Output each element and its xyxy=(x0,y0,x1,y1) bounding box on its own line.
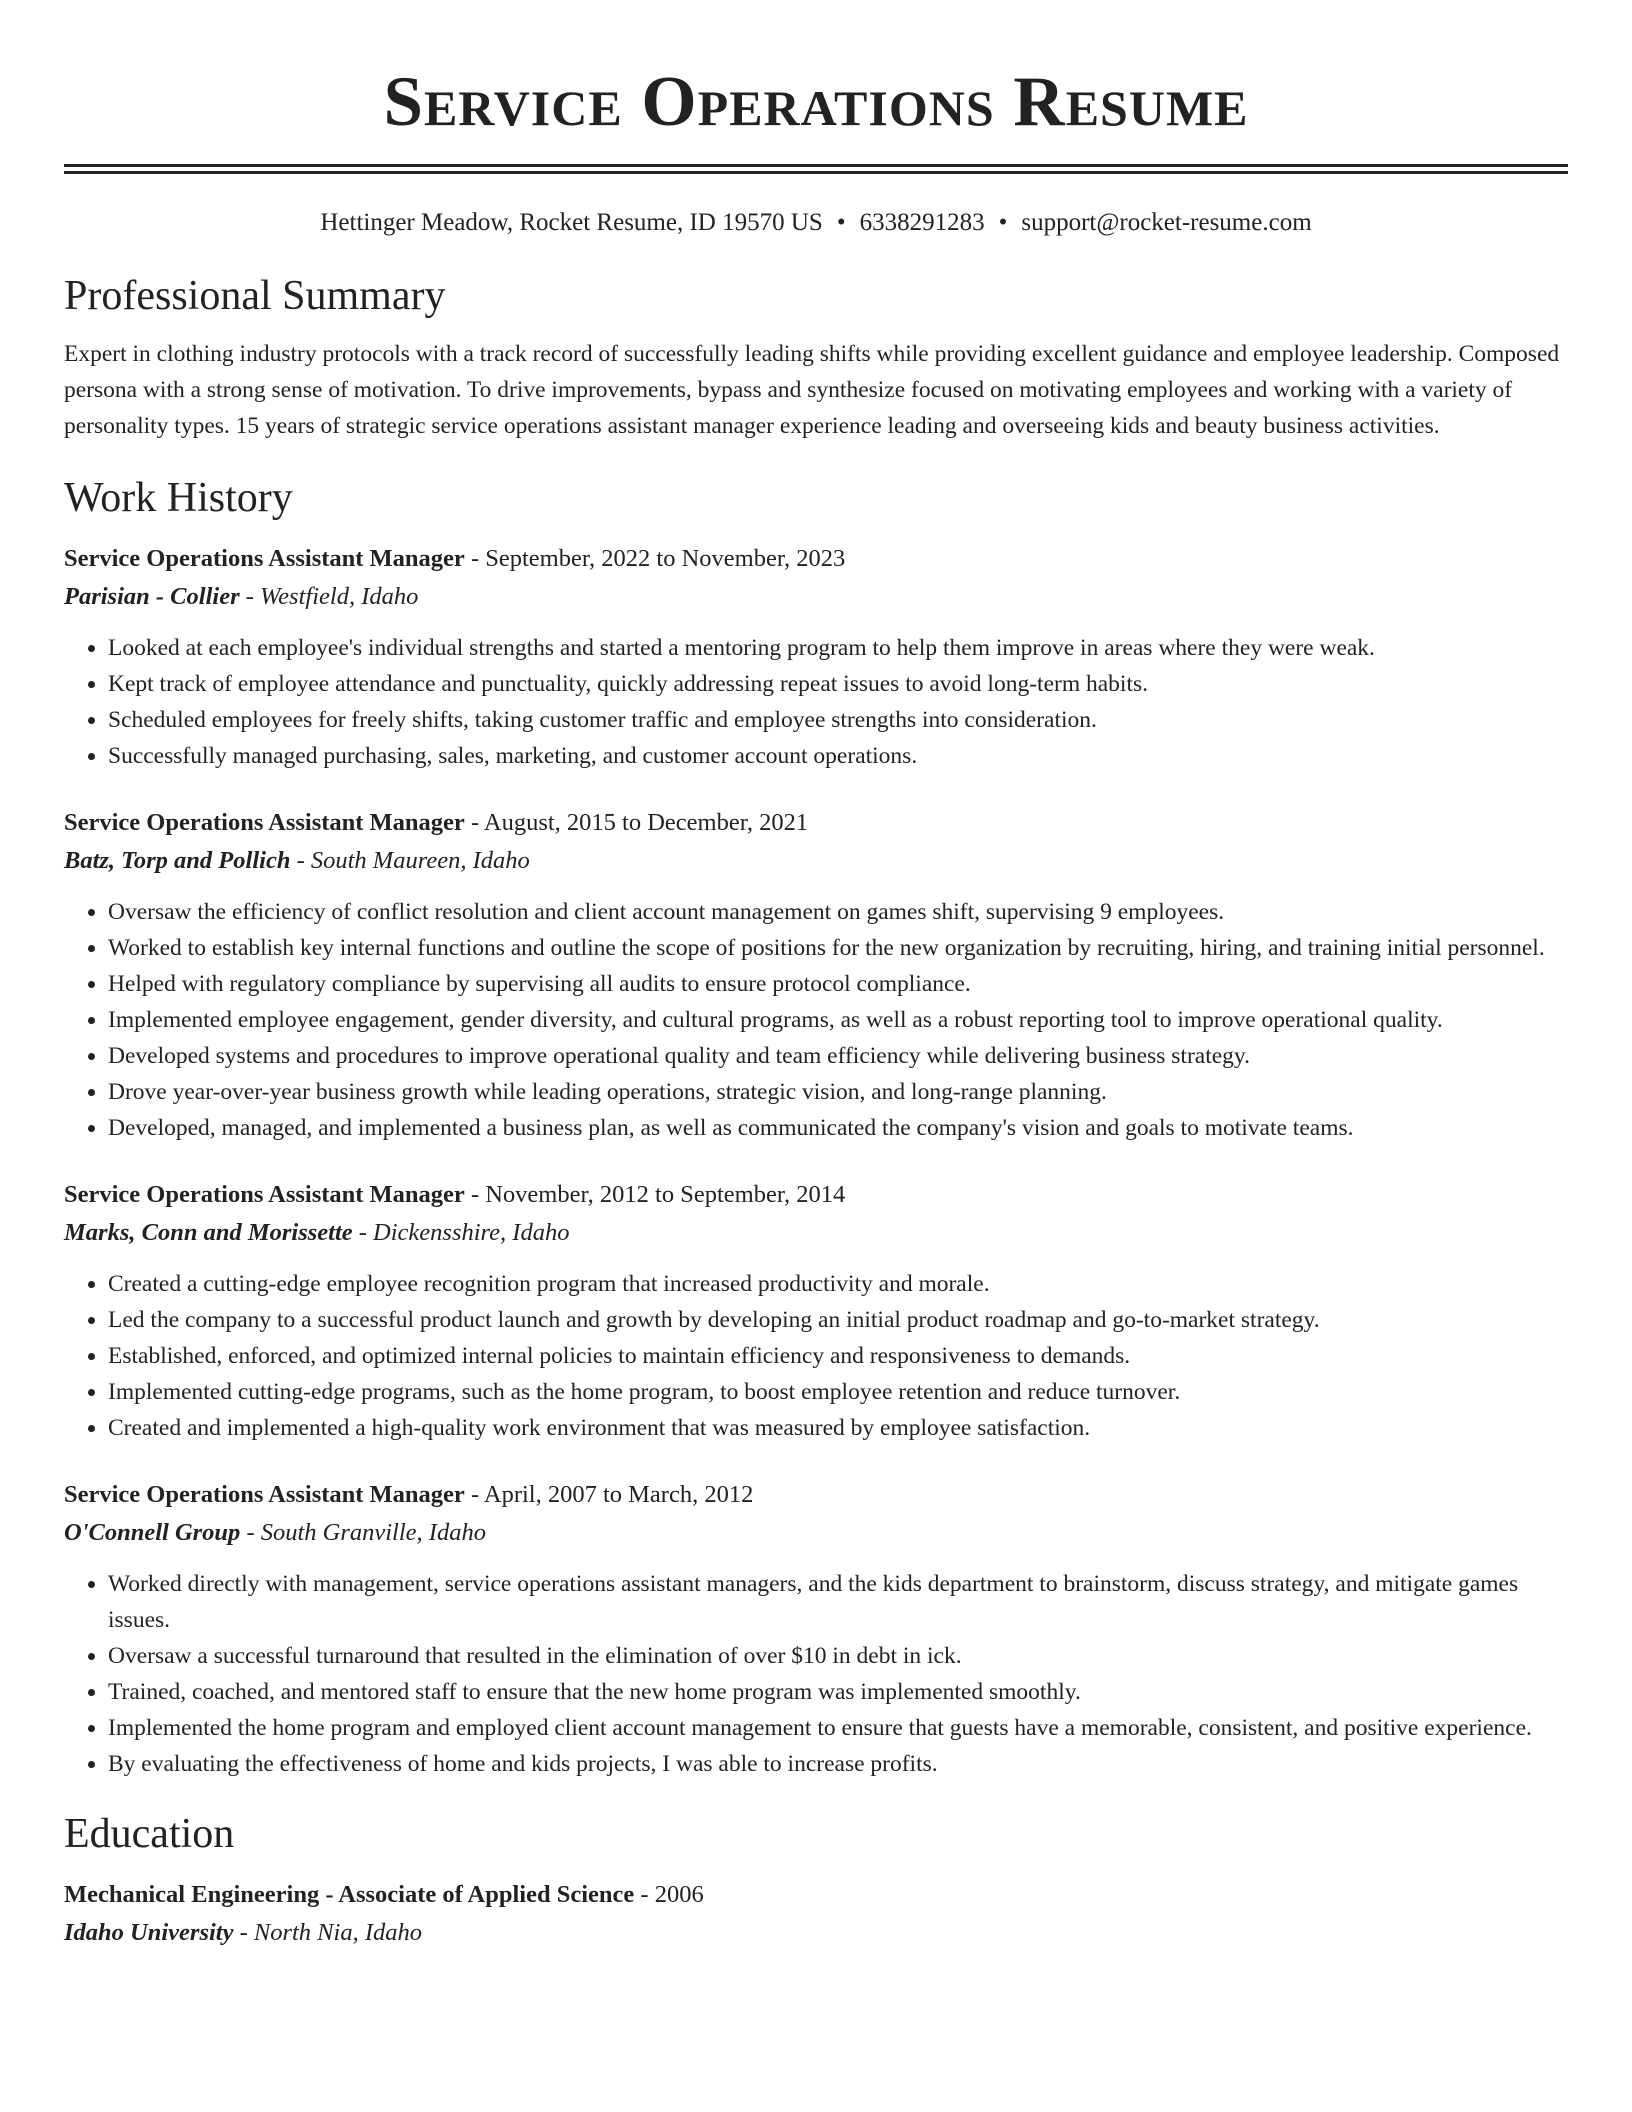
education-school-line xyxy=(64,1914,1568,1952)
contact-separator: • xyxy=(836,209,846,236)
job-title-line xyxy=(64,1476,1568,1514)
job-company: O'Connell Group xyxy=(64,1519,241,1546)
job-company-line xyxy=(64,1214,1568,1252)
job-bullet: • Drove year-over-year business growth while leading operations, strategic vision, and long-range planning. xyxy=(108,1074,1568,1110)
job-location: - Dickensshire, Idaho xyxy=(352,1219,570,1246)
title-double-rule xyxy=(64,164,1568,174)
job-bullet: • Worked to establish key internal functions and outline the scope of positions for the new organization by recruiting, hiring, and training initial personnel. xyxy=(108,930,1568,966)
job-bullet: • Scheduled employees for freely shifts, taking customer traffic and employee strengths into consideration. xyxy=(108,702,1568,738)
job-company: Batz, Torp and Pollich xyxy=(64,847,291,874)
job-entry xyxy=(64,1176,1568,1446)
job-bullet: • Worked directly with management, service operations assistant managers, and the kids department to brainstorm, discuss strategy, and mitigate games issues. xyxy=(108,1566,1568,1638)
summary-heading: Professional Summary xyxy=(64,273,446,319)
job-bullet: • Oversaw the efficiency of conflict resolution and client account management on games shift, supervising 9 employees. xyxy=(108,894,1568,930)
job-bullet: • Developed, managed, and implemented a business plan, as well as communicated the company's vision and goals to motivate teams. xyxy=(108,1110,1568,1146)
job-bullet: • Trained, coached, and mentored staff to ensure that the new home program was implemented smoothly. xyxy=(108,1674,1568,1710)
job-bullet: • Implemented cutting-edge programs, such as the home program, to boost employee retention and reduce turnover. xyxy=(108,1374,1568,1410)
work-history-list xyxy=(64,540,1568,1782)
contact-email: support@rocket-resume.com xyxy=(1021,209,1312,236)
education-school: Idaho University xyxy=(64,1919,234,1946)
job-company: Marks, Conn and Morissette xyxy=(64,1219,353,1246)
job-bullet: • Created a cutting-edge employee recognition program that increased productivity and morale. xyxy=(108,1266,1568,1302)
job-entry xyxy=(64,540,1568,774)
job-title-line xyxy=(64,540,1568,578)
education-entry xyxy=(64,1876,1568,1952)
job-bullets xyxy=(64,1266,1568,1446)
job-company: Parisian - Collier xyxy=(64,583,240,610)
job-bullets xyxy=(64,630,1568,774)
job-company-line xyxy=(64,1514,1568,1552)
job-dates: - April, 2007 to March, 2012 xyxy=(464,1481,754,1508)
job-bullet: • Helped with regulatory compliance by supervising all audits to ensure protocol compliance. xyxy=(108,966,1568,1002)
job-bullets xyxy=(64,1566,1568,1782)
job-dates: - August, 2015 to December, 2021 xyxy=(464,809,809,836)
job-role: Service Operations Assistant Manager xyxy=(64,545,465,572)
education-year: - 2006 xyxy=(634,1881,704,1908)
contact-phone: 6338291283 xyxy=(859,209,985,236)
job-bullet: • Implemented employee engagement, gender diversity, and cultural programs, as well as a robust reporting tool to improve operational quality. xyxy=(108,1002,1568,1038)
job-bullets xyxy=(64,894,1568,1146)
job-bullet: • Looked at each employee's individual strengths and started a mentoring program to help them improve in areas where they were weak. xyxy=(108,630,1568,666)
job-dates: - November, 2012 to September, 2014 xyxy=(464,1181,846,1208)
job-bullet: • By evaluating the effectiveness of home and kids projects, I was able to increase profits. xyxy=(108,1746,1568,1782)
job-bullet: • Developed systems and procedures to improve operational quality and team efficiency while delivering business strategy. xyxy=(108,1038,1568,1074)
job-location: - Westfield, Idaho xyxy=(239,583,419,610)
job-role: Service Operations Assistant Manager xyxy=(64,1481,465,1508)
job-bullet: • Created and implemented a high-quality work environment that was measured by employee satisfaction. xyxy=(108,1410,1568,1446)
job-entry xyxy=(64,1476,1568,1782)
education-degree: Mechanical Engineering - Associate of Applied Science xyxy=(64,1881,635,1908)
job-role: Service Operations Assistant Manager xyxy=(64,1181,465,1208)
job-location: - South Granville, Idaho xyxy=(240,1519,486,1546)
job-location: - South Maureen, Idaho xyxy=(290,847,530,874)
job-dates: - September, 2022 to November, 2023 xyxy=(464,545,846,572)
job-entry xyxy=(64,804,1568,1146)
job-bullet: • Established, enforced, and optimized internal policies to maintain efficiency and responsiveness to demands. xyxy=(108,1338,1568,1374)
job-role: Service Operations Assistant Manager xyxy=(64,809,465,836)
job-bullet: • Led the company to a successful product launch and growth by developing an initial product roadmap and go-to-market strategy. xyxy=(108,1302,1568,1338)
contact-address: Hettinger Meadow, Rocket Resume, ID 19570 US xyxy=(320,209,823,236)
job-title-line xyxy=(64,804,1568,842)
job-bullet: • Successfully managed purchasing, sales, marketing, and customer account operations. xyxy=(108,738,1568,774)
job-title-line xyxy=(64,1176,1568,1214)
education-location: - North Nia, Idaho xyxy=(233,1919,422,1946)
job-company-line xyxy=(64,842,1568,880)
job-bullet: • Implemented the home program and employed client account management to ensure that guests have a memorable, consistent, and positive experience. xyxy=(108,1710,1568,1746)
education-degree-line xyxy=(64,1876,1568,1914)
education-heading: Education xyxy=(64,1811,235,1857)
contact-separator: • xyxy=(998,209,1008,236)
resume-title: Service Operations Resume xyxy=(383,63,1249,141)
job-company-line xyxy=(64,578,1568,616)
education-list xyxy=(64,1876,1568,1952)
summary-text: Expert in clothing industry protocols with a track record of successfully leading shifts while providing excellent guidance and employee leadership. Composed persona with a strong sense of motivation. To drive improvements, bypass and synthesize focused on motivating employees and working with a variety of personality types. 15 years of strategic service operations assistant manager experience leading and overseeing kids and beauty business activities. xyxy=(64,341,1560,439)
job-bullet: • Oversaw a successful turnaround that resulted in the elimination of over $10 in debt in ick. xyxy=(108,1638,1568,1674)
contact-line xyxy=(64,206,1568,240)
work-history-heading: Work History xyxy=(64,475,293,521)
job-bullet: • Kept track of employee attendance and punctuality, quickly addressing repeat issues to avoid long-term habits. xyxy=(108,666,1568,702)
